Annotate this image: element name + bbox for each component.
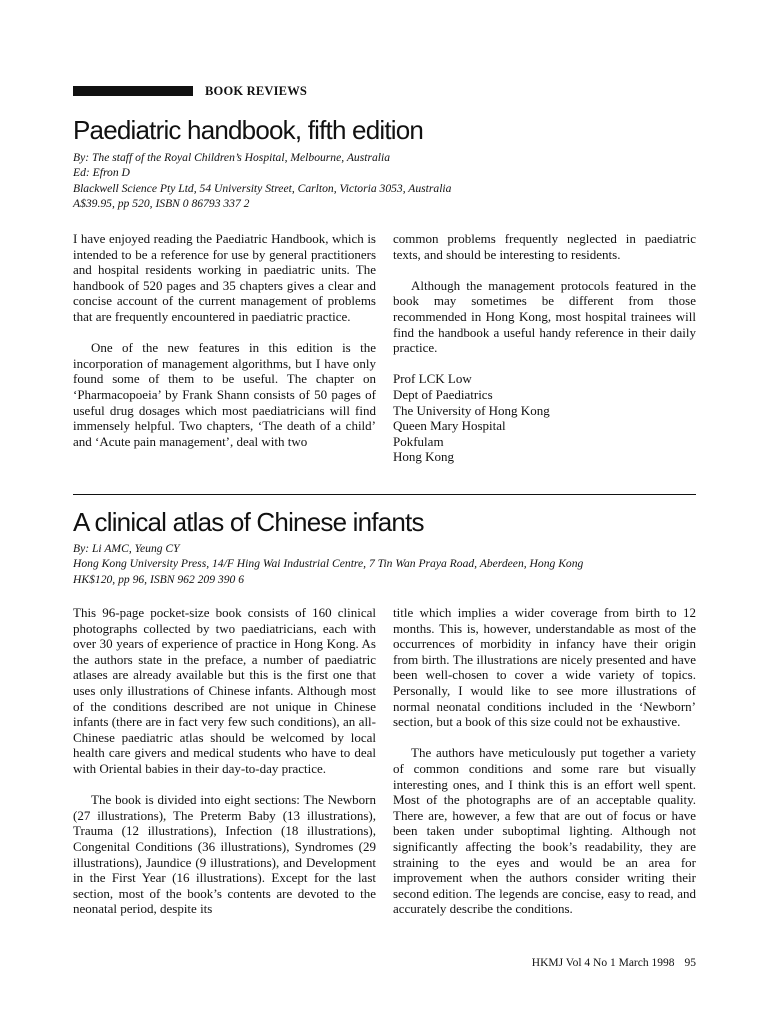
reviewer-university: The University of Hong Kong [393,402,550,418]
section-divider [73,494,696,495]
reviewer-signature [393,371,696,465]
review2-authors: By: Li AMC, Yeung CY [73,542,180,555]
reviewer-hospital: Queen Mary Hospital [393,418,506,434]
section-header-bar [73,86,193,96]
review1-left-column [73,231,376,465]
review2-meta [73,541,583,587]
review1-paragraph: common problems frequently neglected in paediatric texts, and should be interesting to residents. [393,231,696,262]
review1-editor: Ed: Efron D [73,166,130,180]
review1-paragraph: I have enjoyed reading the Paediatric Handbook, which is intended to be a reference for use by general practitioners and hospital residents working in paediatric units. The handbook of 520 pages and 35 chapters gives a clear and concise account of the current management of problems that are frequently encountered in paediatric practice. [73,231,376,324]
page-footer [532,957,696,969]
review1-price: A$39.95, pp 520, ISBN 0 86793 337 2 [73,197,250,211]
review2-paragraph: The authors have meticulously put together a variety of common conditions and some rare but visually interesting ones, and I think this is an effort well spent. Most of the photographs are of an acceptable quality. There are, however, a few that are out of focus or have been taken under suboptimal lighting. Although not significantly affecting the book’s readability, they are straining to the eyes and would be an area for improvement when the authors consider writing their second edition. The legends are concise, easy to read, and accurately describe the conditions. [393,745,696,917]
review2-paragraph: title which implies a wider coverage from birth to 12 months. This is, however, understandable as most of the occurrences of morbidity in infancy have their origin from birth. The illustrations are nicely presented and have been well-chosen to cover a wide variety of topics. Personally, I would like to see more illustrations of normal neonatal conditions included in the ‘Newborn’ section, but a book of this size could not be exhaustive. [393,605,696,730]
review1-right-column [393,231,696,465]
reviewer-district: Pokfulam [393,433,444,449]
review2-left-column [73,605,376,932]
review1-publisher: Blackwell Science Pty Ltd, 54 University Street, Carlton, Victoria 3053, Australia [73,181,452,195]
review1-paragraph: One of the new features in this edition is the incorporation of management algorithms, but I have only found some of them to be useful. The chapter on ‘Pharmacopoeia’ by Frank Shann consists of 50 pages of useful drug dosages which most paediatricians will find immensely helpful. Two chapters, ‘The death of a child’ and ‘Acute pain management’, deal with two [73,340,376,449]
review2-paragraph: The book is divided into eight sections: The Newborn (27 illustrations), The Preterm Baby (13 illustrations), Trauma (12 illustrations), Infection (18 illustrations), Congenital Conditions (36 illustrations), Syndromes (29 illustrations), Jaundice (9 illustrations), and Development in the First Year (16 illustrations). Except for the last section, most of the book’s contents are devoted to the neonatal period, despite its [73,792,376,917]
review1-meta [73,150,451,212]
review1-authors: By: The staff of the Royal Children’s Hospital, Melbourne, Australia [73,151,390,164]
review2-paragraph: This 96-page pocket-size book consists of 160 clinical photographs collected by two paediatricians, each with over 30 years of experience of practice in Hong Kong. As the authors state in the preface, a number of paediatric atlases are already available but this is the first one that uses only illustrations of Chinese infants. Although most of the conditions described are not unique in Chinese infants (there are in fact very few such conditions), an all-Chinese paediatric atlas should be welcomed by local health care givers and medical students who have to deal with Oriental babies in their day-to-day practice. [73,605,376,776]
journal-citation: HKMJ Vol 4 No 1 March 1998 [531,957,675,969]
review2-right-column [393,605,696,932]
reviewer-department: Dept of Paediatrics [393,386,493,402]
review2-price: HK$120, pp 96, ISBN 962 209 390 6 [73,572,245,586]
reviewer-city: Hong Kong [393,449,455,465]
reviewer-name: Prof LCK Low [393,371,472,387]
review1-title: Paediatric handbook, fifth edition [73,115,424,145]
review2-title: A clinical atlas of Chinese infants [73,507,424,537]
review2-publisher: Hong Kong University Press, 14/F Hing Wai Industrial Centre, 7 Tin Wan Praya Road, Aberdeen, Hong Kong [73,557,584,571]
review1-paragraph: Although the management protocols featured in the book may sometimes be different from those recommended in Hong Kong, most hospital trainees will find the handbook a useful handy reference in their daily practice. [393,277,696,356]
page-number: 95 [684,957,696,969]
section-label: BOOK REVIEWS [205,84,308,98]
